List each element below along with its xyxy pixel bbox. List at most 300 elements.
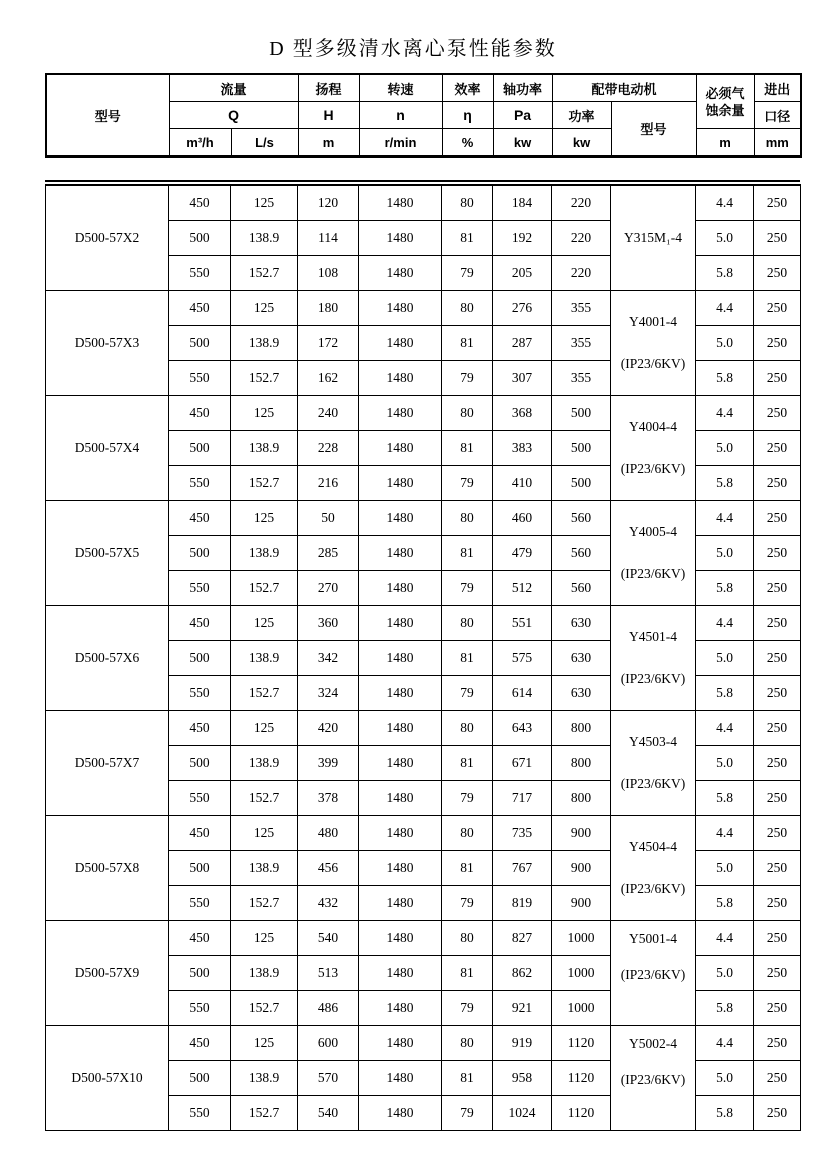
cell-eta: 79 [442, 781, 493, 816]
cell-pa: 479 [493, 536, 552, 571]
cell-power: 900 [552, 816, 611, 851]
motor-model-cell [611, 816, 696, 921]
cell-h: 172 [298, 326, 359, 361]
cell-q_ls: 138.9 [231, 326, 298, 361]
cell-n: 1480 [359, 746, 442, 781]
cell-eta: 80 [442, 185, 493, 221]
motor-model-cell [611, 501, 696, 606]
cell-q_ls: 152.7 [231, 676, 298, 711]
cell-q_m3h: 450 [169, 816, 231, 851]
motor-model-cell [611, 1026, 696, 1131]
cell-q_ls: 152.7 [231, 571, 298, 606]
cell-q_m3h: 550 [169, 1096, 231, 1131]
header-unit-kw-shaft: kw [493, 129, 552, 157]
cell-eta: 81 [442, 221, 493, 256]
cell-dn: 250 [754, 466, 801, 501]
header-npsh [696, 74, 754, 129]
pump-table-body-table [45, 184, 801, 1131]
cell-q_ls: 125 [231, 291, 298, 326]
cell-dn: 250 [754, 185, 801, 221]
cell-n: 1480 [359, 536, 442, 571]
cell-power: 1000 [552, 991, 611, 1026]
cell-dn: 250 [754, 221, 801, 256]
header-unit-pct: % [442, 129, 493, 157]
motor-model-line: (IP23/6KV) [620, 881, 686, 896]
motor-model-line: Y4501-4 [629, 629, 677, 644]
cell-pa: 827 [493, 921, 552, 956]
motor-model-line: (IP23/6KV) [620, 461, 686, 476]
header-head-symbol: H [298, 102, 359, 129]
cell-q_ls: 138.9 [231, 1061, 298, 1096]
cell-q_ls: 138.9 [231, 641, 298, 676]
cell-h: 324 [298, 676, 359, 711]
cell-n: 1480 [359, 185, 442, 221]
cell-power: 355 [552, 326, 611, 361]
header-unit-ls: L/s [231, 129, 298, 157]
cell-npsh: 4.4 [696, 501, 754, 536]
header-shaft-symbol: Pa [493, 102, 552, 129]
cell-q_ls: 152.7 [231, 781, 298, 816]
header-npsh-line1: 必须气 [705, 85, 745, 101]
cell-dn: 250 [754, 711, 801, 746]
cell-q_ls: 152.7 [231, 361, 298, 396]
motor-model-line: (IP23/6KV) [620, 776, 686, 791]
pump-model-cell: D500-57X9 [46, 921, 169, 1026]
cell-pa: 368 [493, 396, 552, 431]
cell-pa: 671 [493, 746, 552, 781]
header-dn-line1: 进出 [754, 74, 801, 102]
cell-power: 800 [552, 781, 611, 816]
cell-q_ls: 152.7 [231, 256, 298, 291]
cell-npsh: 5.0 [696, 641, 754, 676]
cell-dn: 250 [754, 536, 801, 571]
cell-q_m3h: 500 [169, 641, 231, 676]
cell-npsh: 5.8 [696, 676, 754, 711]
header-unit-npsh-m: m [696, 129, 754, 157]
cell-eta: 80 [442, 921, 493, 956]
cell-q_m3h: 500 [169, 221, 231, 256]
cell-n: 1480 [359, 466, 442, 501]
header-dn-line2: 口径 [754, 102, 801, 129]
motor-model-line: (IP23/6KV) [620, 566, 686, 581]
cell-q_m3h: 450 [169, 606, 231, 641]
cell-h: 120 [298, 185, 359, 221]
cell-q_m3h: 550 [169, 361, 231, 396]
header-unit-rmin: r/min [359, 129, 442, 157]
header-unit-kw-motor: kw [552, 129, 611, 157]
cell-pa: 460 [493, 501, 552, 536]
cell-dn: 250 [754, 1061, 801, 1096]
table-row [46, 396, 801, 431]
cell-pa: 551 [493, 606, 552, 641]
cell-eta: 80 [442, 1026, 493, 1061]
cell-power: 500 [552, 466, 611, 501]
cell-power: 220 [552, 221, 611, 256]
cell-dn: 250 [754, 851, 801, 886]
pump-model-cell: D500-57X6 [46, 606, 169, 711]
table-row [46, 816, 801, 851]
cell-npsh: 4.4 [696, 185, 754, 221]
pump-model-cell: D500-57X7 [46, 711, 169, 816]
cell-q_m3h: 500 [169, 326, 231, 361]
motor-model-line: Y315M₁-4 [624, 230, 682, 245]
motor-model-cell [611, 396, 696, 501]
cell-power: 800 [552, 711, 611, 746]
cell-power: 1120 [552, 1096, 611, 1131]
cell-dn: 250 [754, 396, 801, 431]
cell-q_ls: 152.7 [231, 886, 298, 921]
cell-npsh: 5.8 [696, 571, 754, 606]
cell-eta: 79 [442, 466, 493, 501]
cell-eta: 81 [442, 851, 493, 886]
cell-n: 1480 [359, 326, 442, 361]
cell-n: 1480 [359, 291, 442, 326]
motor-model-cell [611, 711, 696, 816]
header-unit-m3h: m³/h [169, 129, 231, 157]
cell-power: 630 [552, 676, 611, 711]
cell-q_ls: 138.9 [231, 221, 298, 256]
cell-n: 1480 [359, 256, 442, 291]
table-row [46, 1026, 801, 1061]
cell-npsh: 5.0 [696, 851, 754, 886]
cell-h: 162 [298, 361, 359, 396]
motor-model-line: (IP23/6KV) [620, 671, 686, 686]
cell-h: 513 [298, 956, 359, 991]
cell-q_m3h: 500 [169, 431, 231, 466]
cell-npsh: 4.4 [696, 606, 754, 641]
motor-model-line: Y4005-4 [629, 524, 677, 539]
cell-q_m3h: 450 [169, 921, 231, 956]
cell-eta: 79 [442, 1096, 493, 1131]
cell-dn: 250 [754, 291, 801, 326]
cell-eta: 80 [442, 396, 493, 431]
cell-npsh: 5.8 [696, 1096, 754, 1131]
pump-model-cell: D500-57X8 [46, 816, 169, 921]
cell-q_ls: 125 [231, 501, 298, 536]
cell-npsh: 4.4 [696, 291, 754, 326]
cell-q_ls: 152.7 [231, 1096, 298, 1131]
cell-eta: 81 [442, 431, 493, 466]
pump-model-cell: D500-57X2 [46, 185, 169, 291]
cell-dn: 250 [754, 361, 801, 396]
cell-q_m3h: 550 [169, 571, 231, 606]
cell-n: 1480 [359, 606, 442, 641]
cell-eta: 80 [442, 501, 493, 536]
header-flow-group: 流量 [169, 74, 298, 102]
cell-dn: 250 [754, 431, 801, 466]
cell-pa: 958 [493, 1061, 552, 1096]
cell-pa: 862 [493, 956, 552, 991]
cell-npsh: 5.0 [696, 536, 754, 571]
cell-npsh: 5.8 [696, 991, 754, 1026]
cell-power: 1000 [552, 921, 611, 956]
cell-npsh: 5.8 [696, 361, 754, 396]
cell-eta: 81 [442, 746, 493, 781]
cell-dn: 250 [754, 921, 801, 956]
cell-h: 540 [298, 921, 359, 956]
header-unit-dn-mm: mm [754, 129, 801, 157]
cell-q_ls: 125 [231, 711, 298, 746]
cell-q_m3h: 550 [169, 466, 231, 501]
cell-h: 432 [298, 886, 359, 921]
cell-n: 1480 [359, 571, 442, 606]
cell-n: 1480 [359, 1096, 442, 1131]
cell-dn: 250 [754, 256, 801, 291]
cell-q_ls: 125 [231, 816, 298, 851]
cell-q_m3h: 550 [169, 886, 231, 921]
header-motor-power: 功率 [552, 102, 611, 129]
cell-h: 456 [298, 851, 359, 886]
cell-npsh: 5.0 [696, 956, 754, 991]
cell-pa: 205 [493, 256, 552, 291]
cell-q_m3h: 550 [169, 676, 231, 711]
cell-pa: 717 [493, 781, 552, 816]
cell-dn: 250 [754, 326, 801, 361]
header-head-group: 扬程 [298, 74, 359, 102]
cell-h: 540 [298, 1096, 359, 1131]
cell-h: 228 [298, 431, 359, 466]
cell-eta: 81 [442, 956, 493, 991]
cell-power: 220 [552, 256, 611, 291]
table-top-double-rule [45, 180, 800, 1131]
cell-q_ls: 138.9 [231, 536, 298, 571]
cell-power: 355 [552, 361, 611, 396]
cell-dn: 250 [754, 781, 801, 816]
cell-h: 285 [298, 536, 359, 571]
cell-npsh: 5.0 [696, 746, 754, 781]
cell-pa: 819 [493, 886, 552, 921]
cell-pa: 767 [493, 851, 552, 886]
cell-dn: 250 [754, 886, 801, 921]
cell-q_ls: 125 [231, 396, 298, 431]
motor-model-line: (IP23/6KV) [620, 967, 686, 982]
cell-power: 560 [552, 571, 611, 606]
cell-power: 355 [552, 291, 611, 326]
cell-n: 1480 [359, 431, 442, 466]
cell-n: 1480 [359, 501, 442, 536]
motor-model-line: Y4503-4 [629, 734, 677, 749]
cell-h: 570 [298, 1061, 359, 1096]
cell-eta: 81 [442, 536, 493, 571]
cell-h: 342 [298, 641, 359, 676]
cell-h: 486 [298, 991, 359, 1026]
motor-model-line: Y4504-4 [629, 839, 677, 854]
cell-n: 1480 [359, 361, 442, 396]
cell-n: 1480 [359, 816, 442, 851]
cell-eta: 81 [442, 641, 493, 676]
header-efficiency-group: 效率 [442, 74, 493, 102]
cell-pa: 192 [493, 221, 552, 256]
cell-pa: 921 [493, 991, 552, 1026]
cell-q_m3h: 500 [169, 746, 231, 781]
cell-n: 1480 [359, 991, 442, 1026]
header-flow-symbol: Q [169, 102, 298, 129]
cell-h: 378 [298, 781, 359, 816]
cell-power: 1000 [552, 956, 611, 991]
motor-model-line: (IP23/6KV) [620, 356, 686, 371]
cell-q_m3h: 450 [169, 396, 231, 431]
cell-power: 900 [552, 851, 611, 886]
motor-model-line: Y4004-4 [629, 419, 677, 434]
cell-power: 500 [552, 396, 611, 431]
cell-pa: 1024 [493, 1096, 552, 1131]
header-motor-group: 配带电动机 [552, 74, 696, 102]
motor-model-line: Y5002-4 [629, 1036, 677, 1051]
cell-eta: 80 [442, 291, 493, 326]
cell-power: 560 [552, 536, 611, 571]
cell-q_ls: 138.9 [231, 956, 298, 991]
cell-q_m3h: 500 [169, 956, 231, 991]
cell-npsh: 5.0 [696, 221, 754, 256]
cell-dn: 250 [754, 1096, 801, 1131]
cell-dn: 250 [754, 501, 801, 536]
pump-model-cell: D500-57X3 [46, 291, 169, 396]
pump-model-cell: D500-57X10 [46, 1026, 169, 1131]
cell-dn: 250 [754, 956, 801, 991]
cell-q_m3h: 450 [169, 501, 231, 536]
cell-pa: 410 [493, 466, 552, 501]
cell-eta: 79 [442, 886, 493, 921]
cell-eta: 80 [442, 711, 493, 746]
motor-model-cell [611, 606, 696, 711]
cell-eta: 79 [442, 361, 493, 396]
cell-pa: 919 [493, 1026, 552, 1061]
cell-q_ls: 125 [231, 185, 298, 221]
page-title: D 型多级清水离心泵性能参数 [269, 38, 557, 60]
cell-n: 1480 [359, 396, 442, 431]
pump-model-cell: D500-57X4 [46, 396, 169, 501]
cell-pa: 276 [493, 291, 552, 326]
cell-pa: 287 [493, 326, 552, 361]
cell-dn: 250 [754, 641, 801, 676]
cell-q_ls: 138.9 [231, 851, 298, 886]
cell-n: 1480 [359, 676, 442, 711]
cell-pa: 575 [493, 641, 552, 676]
cell-h: 180 [298, 291, 359, 326]
cell-q_m3h: 450 [169, 1026, 231, 1061]
cell-npsh: 5.8 [696, 781, 754, 816]
cell-n: 1480 [359, 1026, 442, 1061]
cell-q_m3h: 450 [169, 185, 231, 221]
cell-pa: 512 [493, 571, 552, 606]
cell-q_m3h: 450 [169, 291, 231, 326]
cell-q_m3h: 550 [169, 781, 231, 816]
cell-npsh: 4.4 [696, 396, 754, 431]
cell-power: 1120 [552, 1026, 611, 1061]
motor-model-line: (IP23/6KV) [620, 1072, 686, 1087]
cell-pa: 383 [493, 431, 552, 466]
header-npsh-line2: 蚀余量 [705, 102, 745, 118]
header-speed-symbol: n [359, 102, 442, 129]
cell-npsh: 5.8 [696, 886, 754, 921]
cell-power: 220 [552, 185, 611, 221]
pump-model-cell: D500-57X5 [46, 501, 169, 606]
cell-h: 360 [298, 606, 359, 641]
cell-h: 216 [298, 466, 359, 501]
header-pump-model: 型号 [46, 74, 169, 157]
cell-power: 800 [552, 746, 611, 781]
cell-eta: 79 [442, 991, 493, 1026]
cell-dn: 250 [754, 991, 801, 1026]
cell-q_m3h: 500 [169, 536, 231, 571]
table-row [46, 185, 801, 221]
motor-model-line: Y5001-4 [629, 931, 677, 946]
cell-pa: 735 [493, 816, 552, 851]
cell-dn: 250 [754, 1026, 801, 1061]
cell-npsh: 4.4 [696, 921, 754, 956]
cell-eta: 80 [442, 606, 493, 641]
table-row [46, 291, 801, 326]
cell-power: 1120 [552, 1061, 611, 1096]
cell-dn: 250 [754, 746, 801, 781]
table-row [46, 501, 801, 536]
cell-n: 1480 [359, 781, 442, 816]
cell-n: 1480 [359, 1061, 442, 1096]
cell-h: 420 [298, 711, 359, 746]
cell-n: 1480 [359, 711, 442, 746]
cell-npsh: 5.8 [696, 466, 754, 501]
cell-npsh: 4.4 [696, 711, 754, 746]
pump-table-body [46, 185, 801, 1131]
cell-q_ls: 138.9 [231, 431, 298, 466]
cell-h: 270 [298, 571, 359, 606]
cell-dn: 250 [754, 571, 801, 606]
cell-pa: 643 [493, 711, 552, 746]
header-efficiency-symbol: η [442, 102, 493, 129]
cell-eta: 80 [442, 816, 493, 851]
cell-power: 630 [552, 641, 611, 676]
cell-q_ls: 125 [231, 606, 298, 641]
cell-q_ls: 152.7 [231, 466, 298, 501]
cell-h: 50 [298, 501, 359, 536]
cell-eta: 79 [442, 676, 493, 711]
motor-model-cell [611, 185, 696, 291]
cell-npsh: 5.8 [696, 256, 754, 291]
header-speed-group: 转速 [359, 74, 442, 102]
cell-npsh: 5.0 [696, 1061, 754, 1096]
cell-eta: 81 [442, 1061, 493, 1096]
cell-n: 1480 [359, 886, 442, 921]
table-row [46, 606, 801, 641]
cell-dn: 250 [754, 676, 801, 711]
cell-h: 240 [298, 396, 359, 431]
header-unit-m: m [298, 129, 359, 157]
pump-table-header [45, 73, 802, 158]
cell-h: 399 [298, 746, 359, 781]
cell-q_m3h: 500 [169, 851, 231, 886]
cell-npsh: 5.0 [696, 431, 754, 466]
cell-eta: 81 [442, 326, 493, 361]
cell-q_ls: 125 [231, 921, 298, 956]
cell-pa: 184 [493, 185, 552, 221]
cell-n: 1480 [359, 956, 442, 991]
cell-n: 1480 [359, 221, 442, 256]
cell-power: 500 [552, 431, 611, 466]
header-motor-model: 型号 [611, 102, 696, 157]
cell-h: 114 [298, 221, 359, 256]
cell-q_ls: 138.9 [231, 746, 298, 781]
cell-q_ls: 125 [231, 1026, 298, 1061]
motor-model-cell [611, 291, 696, 396]
cell-h: 480 [298, 816, 359, 851]
cell-power: 900 [552, 886, 611, 921]
cell-power: 560 [552, 501, 611, 536]
cell-pa: 307 [493, 361, 552, 396]
cell-n: 1480 [359, 641, 442, 676]
cell-npsh: 4.4 [696, 1026, 754, 1061]
cell-dn: 250 [754, 606, 801, 641]
cell-q_m3h: 550 [169, 256, 231, 291]
